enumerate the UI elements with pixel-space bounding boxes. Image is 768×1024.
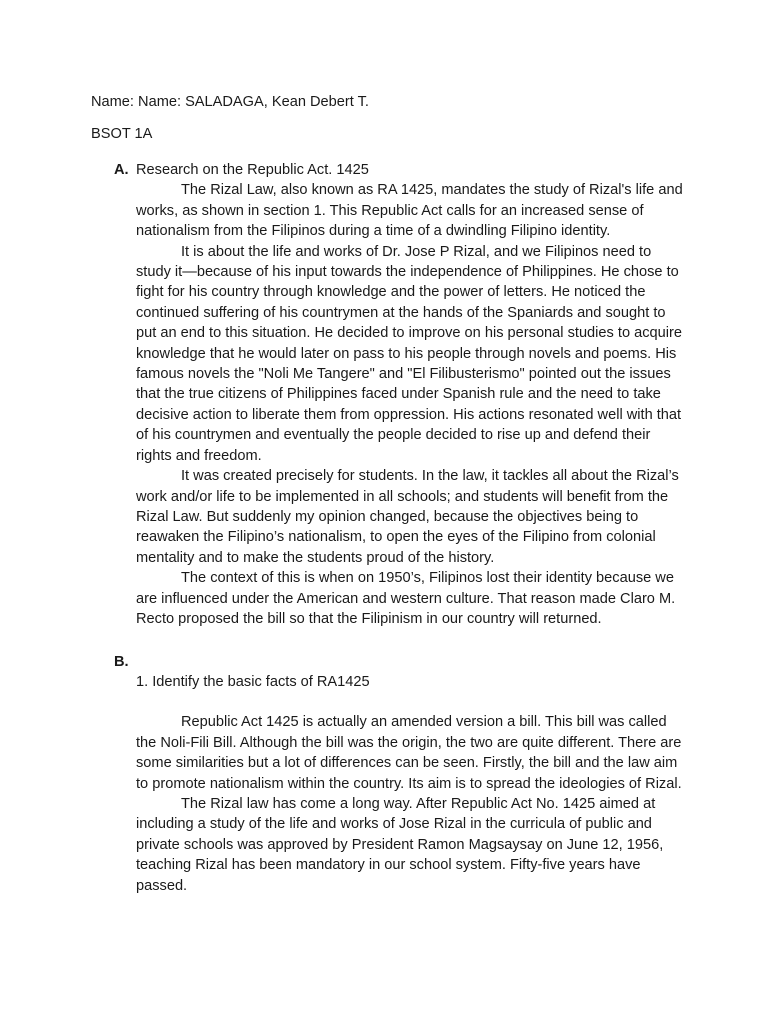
section-b-marker: B. xyxy=(114,654,129,670)
class-code: BSOT 1A xyxy=(91,126,153,142)
section-b-item-heading: 1. Identify the basic facts of RA1425 xyxy=(136,674,370,690)
spacer xyxy=(136,692,684,712)
paragraph: The Rizal Law, also known as RA 1425, mandates the study of Rizal's life and works, as shown in section 1. This Republic Act calls for an increased sense of nationalism from the Filipinos during a time of a dwindling Filipino identity. xyxy=(136,182,683,240)
section-a-marker: A. xyxy=(114,162,129,178)
paragraph: It was created precisely for students. In the law, it tackles all about the Rizal’s work and/or life to be implemented in all schools; and students will benefit from the Rizal Law. But suddenly my opinion changed, because the objectives being to reawaken the Filipino’s nationalism, to open the eyes of the Filipino from colonial mentality and to make the students proud of the history. xyxy=(136,468,679,566)
paragraph: Republic Act 1425 is actually an amended version a bill. This bill was called the Noli-Fili Bill. Although the bill was the origin, the two are quite different. There are some similarities but a lot of differences can be seen. Firstly, the bill and the law aim to promote nationalism within the country. Its aim is to spread the ideologies of Rizal. xyxy=(136,714,682,792)
paragraph: The Rizal law has come a long way. After Republic Act No. 1425 aimed at including a study of the life and works of Jose Rizal in the curricula of public and private schools was approved by President Ramon Magsaysay on June 12, 1956, teaching Rizal has been mandatory in our school system. Fifty-five years have passed. xyxy=(136,796,664,894)
section-a-body xyxy=(136,160,684,629)
section-a-heading: Research on the Republic Act. 1425 xyxy=(136,162,369,178)
section-b-body xyxy=(136,672,684,896)
student-name: Name: Name: SALADAGA, Kean Debert T. xyxy=(91,94,369,110)
paragraph: It is about the life and works of Dr. Jose P Rizal, and we Filipinos need to study it—because of his input towards the independence of Philippines. He chose to fight for his country through knowledge and the power of letters. He noticed the continued suffering of his countrymen at the hands of the Spaniards and sought to put an end to this situation. He decided to improve on his personal studies to acquire knowledge that he would later on pass to his people through novels and poems. His famous novels the "Noli Me Tangere" and "El Filibusterismo" pointed out the issues that the true citizens of Philippines faced under Spanish rule and the need to take decisive action to liberate them from oppression. His actions resonated well with that of his countrymen and eventually the people decided to rise up and defend their rights and freedom. xyxy=(136,243,682,464)
paragraph: The context of this is when on 1950’s, Filipinos lost their identity because we are influenced under the American and western culture. That reason made Claro M. Recto proposed the bill so that the Filipinism in our country will returned. xyxy=(136,570,676,627)
